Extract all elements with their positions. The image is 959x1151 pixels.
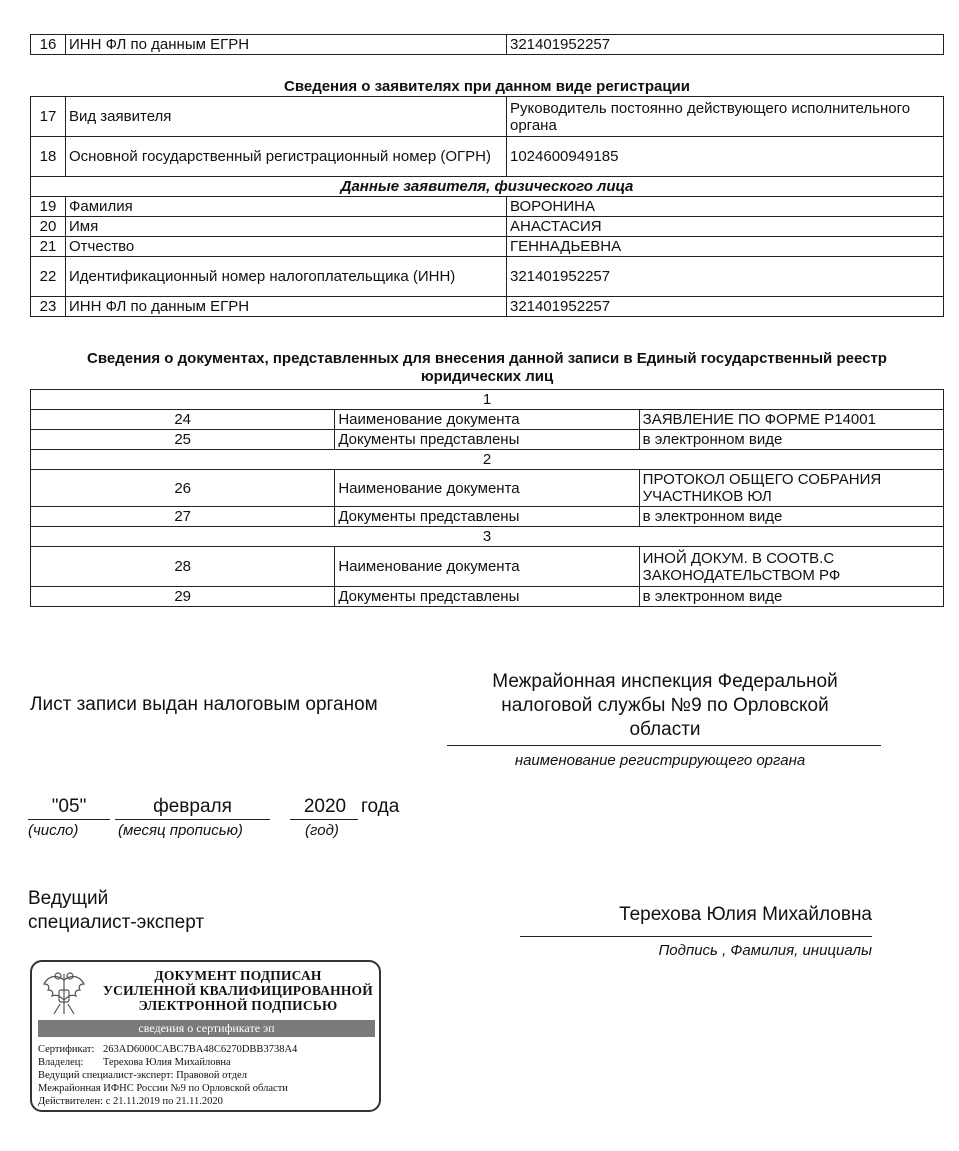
e-signature-stamp [30,960,381,1112]
row-number: 17 [31,97,66,137]
row16-table [30,34,944,55]
row-value: в электронном виде [639,430,943,450]
issuing-organ [445,670,885,742]
row-number: 18 [31,137,66,177]
row-label: Документы представлены [335,587,639,607]
signer-position-line: специалист-эксперт [28,912,205,933]
stamp-title-line: ДОКУМЕНТ ПОДПИСАН [154,968,322,983]
date-month: февраля [153,796,232,817]
applicants-section-title: Сведения о заявителях при данном виде регистрации [284,78,690,95]
row-label: Документы представлены [335,507,639,527]
row-number: 26 [31,470,335,507]
date-year-word: года [361,796,400,817]
row-value: ВОРОНИНА [507,197,944,217]
date-year: 2020 [303,796,347,817]
row-value: ГЕННАДЬЕВНА [507,237,944,257]
row-number: 19 [31,197,66,217]
table-row [31,507,944,527]
row-value: Руководитель постоянно действующего исполнительного органа [507,97,944,137]
table-row [31,97,944,137]
stamp-organization: Межрайонная ИФНС России №9 по Орловской области [38,1083,288,1094]
owner-value: Терехова Юлия Михайловна [103,1057,231,1068]
month-underline [115,819,270,820]
row-value: ПРОТОКОЛ ОБЩЕГО СОБРАНИЯ УЧАСТНИКОВ ЮЛ [639,470,943,507]
row-value: 1024600949185 [507,137,944,177]
year-caption: (год) [305,822,339,839]
table-row [31,430,944,450]
table-row [31,137,944,177]
row-label: Идентификационный номер налогоплательщика (ИНН) [66,257,507,297]
row-value: 321401952257 [507,297,944,317]
stamp-certificate [38,1044,297,1056]
certificate-info-bar: сведения о сертификате эп [38,1020,375,1037]
document-group-number: 2 [31,450,944,470]
issued-label: Лист записи выдан налоговым органом [30,694,378,715]
stamp-title [102,968,374,1013]
year-underline [290,819,358,820]
row-value: в электронном виде [639,587,943,607]
table-row [31,217,944,237]
document-group-number: 3 [31,527,944,547]
table-row [31,547,944,587]
month-caption: (месяц прописью) [118,822,243,839]
table-row [31,257,944,297]
issuing-organ-line: области [629,719,701,740]
table-row [31,450,944,470]
row-label: ИНН ФЛ по данным ЕГРН [66,297,507,317]
organ-underline [447,745,881,746]
table-row [31,470,944,507]
table-row [31,197,944,217]
table-row [31,297,944,317]
signer-position [28,887,204,935]
table-row [31,410,944,430]
stamp-position: Ведущий специалист-эксперт: Правовой отдел [38,1070,247,1081]
table-row [31,390,944,410]
row-label: Основной государственный регистрационный номер (ОГРН) [66,137,507,177]
row-number: 25 [31,430,335,450]
row-value: 321401952257 [507,35,944,55]
row-label: Наименование документа [335,470,639,507]
row-label: Наименование документа [335,410,639,430]
applicants-table [30,96,944,317]
table-row [31,237,944,257]
row-value: ИНОЙ ДОКУМ. В СООТВ.С ЗАКОНОДАТЕЛЬСТВОМ РФ [639,547,943,587]
organ-caption: наименование регистрирующего органа [514,752,806,769]
documents-section-title: Сведения о документах, представленных для внесения данной записи в Единый государственный реестр юридических лиц [87,350,887,385]
row-value: в электронном виде [639,507,943,527]
row-number: 24 [31,410,335,430]
owner-label: Владелец: [38,1057,84,1068]
validity-value: с 21.11.2019 по 21.11.2020 [105,1096,223,1107]
signature-caption: Подпись , Фамилия, инициалы [658,942,872,959]
row-label: Имя [66,217,507,237]
signer-name: Терехова Юлия Михайловна [619,904,872,925]
row-number: 20 [31,217,66,237]
validity-label: Действителен: [38,1096,104,1107]
stamp-title-line: ЭЛЕКТРОННОЙ ПОДПИСЬЮ [138,998,338,1013]
stamp-title-line: УСИЛЕННОЙ КВАЛИФИЦИРОВАННОЙ [103,983,373,998]
row-label: Документы представлены [335,430,639,450]
row-value: ЗАЯВЛЕНИЕ ПО ФОРМЕ Р14001 [639,410,943,430]
signature-underline [520,936,872,937]
day-underline [28,819,110,820]
row-label: Наименование документа [335,547,639,587]
table-row [31,527,944,547]
row-label: ИНН ФЛ по данным ЕГРН [66,35,507,55]
row-label: Фамилия [66,197,507,217]
row-number: 27 [31,507,335,527]
row-label: Отчество [66,237,507,257]
table-row [31,177,944,197]
document-group-number: 1 [31,390,944,410]
table-row [31,35,944,55]
signer-position-line: Ведущий [28,888,109,909]
person-subheader: Данные заявителя, физического лица [31,177,944,197]
certificate-value: 263AD6000CABC7BA48C6270DBB3738A4 [103,1044,298,1055]
coat-of-arms-icon [40,968,88,1018]
documents-table [30,389,944,607]
row-number: 23 [31,297,66,317]
issuing-organ-line: налоговой службы №9 по Орловской [501,695,829,716]
day-caption: (число) [28,822,79,839]
row-label: Вид заявителя [66,97,507,137]
date-day: "05" [51,796,87,817]
row-number: 16 [31,35,66,55]
row-value: 321401952257 [507,257,944,297]
table-row [31,587,944,607]
row-value: АНАСТАСИЯ [507,217,944,237]
stamp-owner [38,1057,231,1069]
row-number: 29 [31,587,335,607]
issuing-organ-line: Межрайонная инспекция Федеральной [492,671,838,692]
row-number: 21 [31,237,66,257]
row-number: 28 [31,547,335,587]
certificate-label: Сертификат: [38,1044,95,1055]
row-number: 22 [31,257,66,297]
stamp-validity [38,1096,223,1108]
